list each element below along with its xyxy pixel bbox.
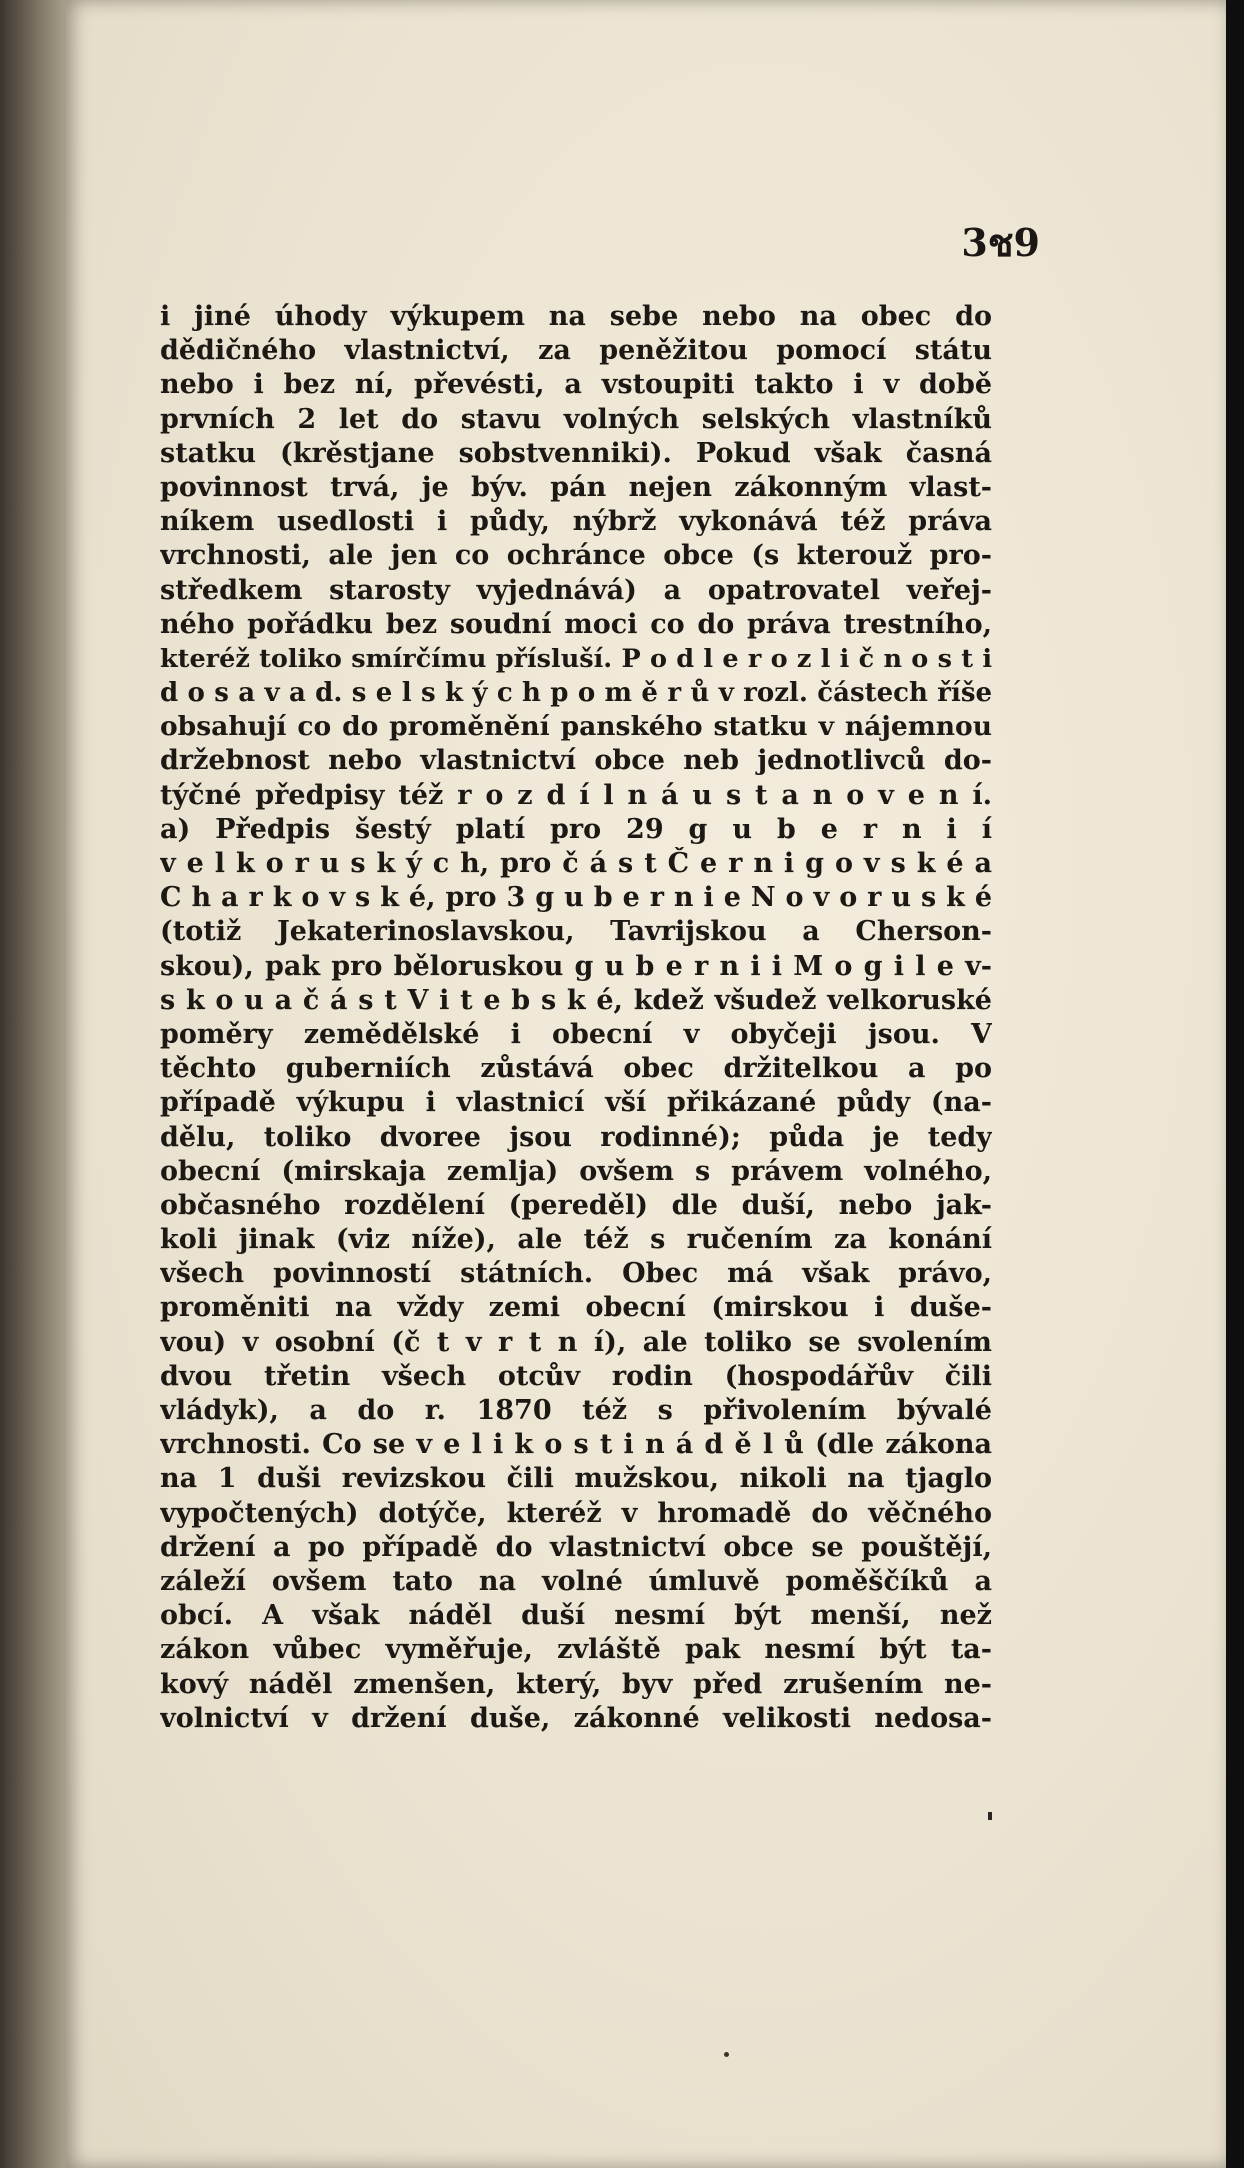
text-line: dělu, toliko dvoree jsou rodinné); půda je tedy — [160, 1121, 992, 1153]
text-line: ného pořádku bez soudní moci co do práva trestního, — [160, 608, 992, 640]
ink-speck — [724, 2052, 729, 2057]
text-line: vou) v osobní (č t v r t n í), ale toliko se svolením — [160, 1326, 992, 1358]
text-line: případě výkupu i vlastnicí vší přikázané půdy (na- — [160, 1087, 992, 1119]
text-line: (totiž Jekaterinoslavskou, Tavrijskou a Cherson- — [160, 916, 992, 948]
text-line: držení a po případě do vlastnictví obce se pouštějí, — [160, 1531, 992, 1563]
text-line: záleží ovšem tato na volné úmluvě poměščíků a — [160, 1565, 992, 1597]
page-binding-edge — [0, 0, 66, 2168]
text-line: statku (krěstjane sobstvenniki). Pokud však časná — [160, 437, 992, 469]
text-line: skou), pak pro běloruskou g u b e r n i i M o g i l e v- — [160, 950, 992, 982]
text-line: v e l k o r u s k ý c h, pro č á s t Č e r n i g o v s k é a — [160, 848, 992, 879]
text-line: dvou třetin všech otcův rodin (hospodářův čili — [160, 1360, 992, 1392]
text-line: občasného rozdělení (pereděl) dle duší, nebo jak- — [160, 1189, 992, 1221]
text-line: i jiné úhody výkupem na sebe nebo na obec do — [160, 301, 992, 332]
ink-mark — [988, 1812, 992, 1820]
text-line: volnictví v držení duše, zákonné velikosti nedosa- — [160, 1702, 992, 1734]
text-line: prvních 2 let do stavu volných selských vlastníků — [160, 403, 992, 435]
text-line: kový náděl zmenšen, který, byv před zrušením ne- — [160, 1668, 992, 1700]
text-line: obecní (mirskaja zemlja) ovšem s právem volného, — [160, 1155, 992, 1187]
text-line: nebo i bez ní, převésti, a vstoupiti takto i v době — [160, 369, 992, 401]
text-line: vrchnosti, ale jen co ochránce obce (s kterouž pro- — [160, 540, 992, 572]
text-line: vládyk), a do r. 1870 též s přivolením bývalé — [160, 1395, 992, 1426]
text-line: koli jinak (viz níže), ale též s ručením za konání — [160, 1224, 992, 1256]
text-line: obcí. A však náděl duší nesmí být menší, než — [160, 1600, 992, 1632]
text-line: zákon vůbec vyměřuje, zvláště pak nesmí být ta- — [160, 1634, 992, 1666]
text-line: kteréž toliko smírčímu přísluší. P o d l e r o z l i č n o s t i — [160, 643, 992, 674]
text-line: držebnost nebo vlastnictví obce neb jednotlivců do- — [160, 745, 992, 777]
text-line: vypočtených) dotýče, kteréž v hromadě do věčného — [160, 1497, 992, 1529]
text-line: C h a r k o v s k é, pro 3 g u b e r n i e N o v o r u s k é — [160, 882, 992, 914]
text-line: dědičného vlastnictví, za peněžitou pomocí státu — [160, 335, 992, 367]
text-line: níkem usedlosti i půdy, nýbrž vykonává též práva — [160, 506, 992, 538]
text-line: s k o u a č á s t V i t e b s k é, kdež všudež velkoruské — [160, 984, 992, 1016]
body-text — [160, 300, 992, 1736]
text-line: těchto guberniích zůstává obec držitelkou a po — [160, 1053, 992, 1085]
page-number: 3ช9 — [961, 220, 1040, 265]
text-line: týčné předpisy též r o z d í l n á u s t a n o v e n í. — [160, 779, 992, 811]
scan-border — [1226, 0, 1244, 2168]
text-line: vrchnosti. Co se v e l i k o s t i n á d ě l ů (dle zákona — [160, 1429, 992, 1461]
text-line: poměry zemědělské i obecní v obyčeji jsou. V — [160, 1018, 992, 1050]
text-line: středkem starosty vyjednává) a opatrovatel veřej- — [160, 574, 992, 606]
text-line: a) Předpis šestý platí pro 29 g u b e r n i í — [160, 813, 992, 845]
text-line: na 1 duši revizskou čili mužskou, nikoli na tjaglo — [160, 1463, 992, 1495]
text-line: obsahují co do proměnění panského statku v nájemnou — [160, 711, 992, 743]
text-line: všech povinností státních. Obec má však právo, — [160, 1258, 992, 1290]
text-line: povinnost trvá, je býv. pán nejen zákonným vlast- — [160, 471, 992, 503]
text-line: d o s a v a d. s e l s k ý c h p o m ě r ů v rozl. částech říše — [160, 678, 992, 709]
text-line: proměniti na vždy zemi obecní (mirskou i duše- — [160, 1292, 992, 1324]
